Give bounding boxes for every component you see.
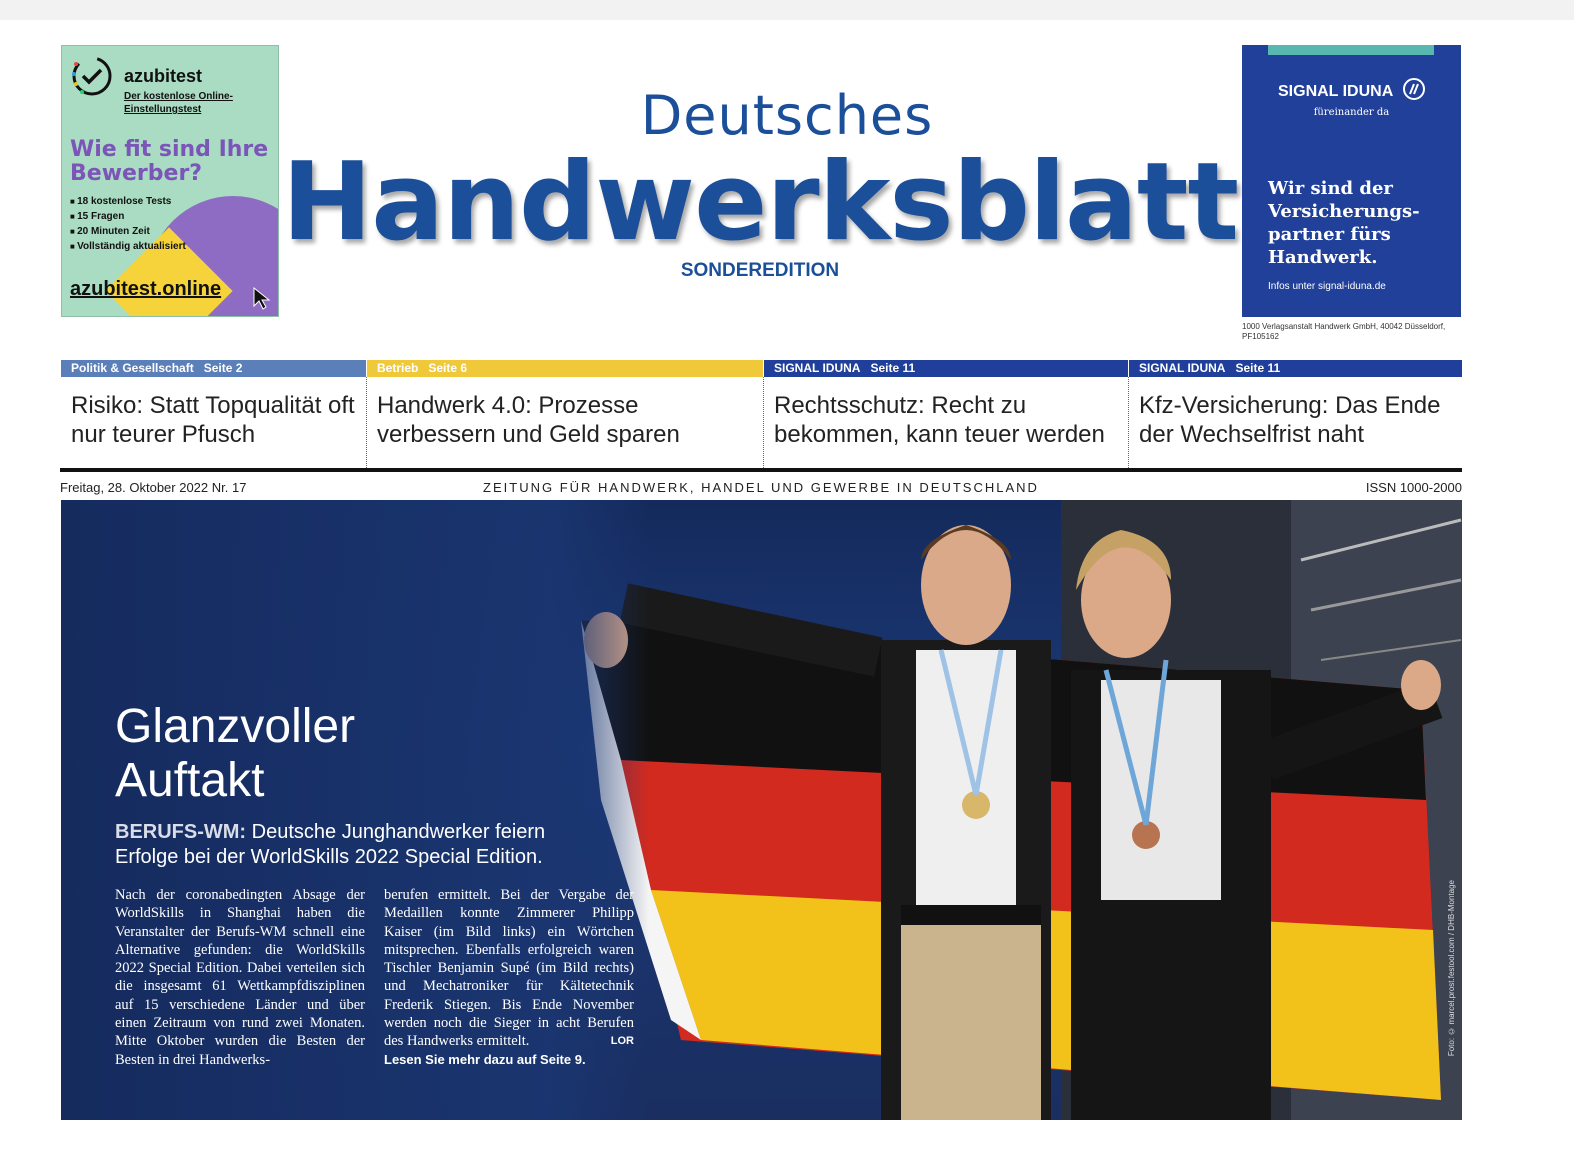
newspaper-page xyxy=(0,20,1574,1158)
signal-iduna-logo-icon xyxy=(1402,77,1426,101)
teaser-title[interactable]: Risiko: Statt Topqualität oft nur teurer Pfusch xyxy=(71,392,355,448)
dateline xyxy=(60,480,1462,498)
header-rule xyxy=(60,468,1462,472)
lead-deck xyxy=(115,820,575,870)
lead-deck-text: Deutsche Junghandwerker feiern Erfolge bei der WorldSkills 2022 Special Edition. xyxy=(115,821,546,868)
teaser-section: SIGNAL IDUNA xyxy=(774,361,861,375)
ad-claim: füreinander da xyxy=(1313,107,1390,118)
lead-kicker: BERUFS-WM: xyxy=(115,821,247,843)
ad-bullet: ■ 18 kostenlose Tests xyxy=(70,194,186,209)
teaser-4[interactable] xyxy=(1129,360,1462,470)
ad-info-link[interactable]: Infos unter signal-iduna.de xyxy=(1268,281,1386,292)
signal-iduna-ad[interactable] xyxy=(1242,45,1461,317)
issue-date: Freitag, 28. Oktober 2022 Nr. 17 xyxy=(60,480,247,495)
lead-body-column-1: Nach der coronabedingten Absage der WorldSkills in Shanghai haben die Veranstalter der Berufs-WM schnell eine Alternative gefunden: die WorldSkills 2022 Special Edition. Dabei verteilen sich die insgesamt 61 Wettkampfdisziplinen auf 15 verschiedene Länder und über einen Zeitraum von rund zwei Monaten. Mitte Oktober wurden die Besten der Besten in drei Handwerks- xyxy=(115,887,365,1068)
teaser-label xyxy=(1129,360,1462,377)
photo-credit: Foto: © marcel.prost.festool.com / DHB-Montage xyxy=(1447,880,1456,1057)
read-more-link[interactable]: Lesen Sie mehr dazu auf Seite 9. xyxy=(384,1051,586,1067)
lead-story[interactable] xyxy=(61,500,1462,1120)
teaser-title[interactable]: Rechtsschutz: Recht zu bekommen, kann teuer werden xyxy=(774,392,1105,448)
author-signature: LOR xyxy=(610,1035,634,1048)
masthead-line1: Deutsches xyxy=(640,84,934,147)
lead-headline-line: Auftakt xyxy=(115,754,265,807)
teaser-page: Seite 11 xyxy=(870,361,916,375)
lead-headline[interactable] xyxy=(115,700,355,808)
ad-headline: Wie fit sind Ihre Bewerber? xyxy=(70,137,269,186)
ad-stripe xyxy=(1268,45,1434,55)
teaser-section: Betrieb xyxy=(377,361,419,375)
teaser-2[interactable] xyxy=(367,360,763,470)
ad-tagline: Der kostenlose Online-Einstellungstest xyxy=(124,91,233,115)
edition-label: SONDEREDITION xyxy=(680,260,840,281)
ad-url-link[interactable]: azubitest.online xyxy=(70,278,222,300)
teaser-3[interactable] xyxy=(764,360,1128,470)
teaser-section: Politik & Gesellschaft xyxy=(71,361,194,375)
teaser-label xyxy=(367,360,763,377)
issn: ISSN 1000-2000 xyxy=(1365,480,1462,495)
teaser-page: Seite 11 xyxy=(1235,361,1281,375)
teaser-label xyxy=(764,360,1128,377)
ad-bullet-list xyxy=(70,194,186,254)
ad-brand: SIGNAL IDUNA xyxy=(1278,83,1394,100)
lead-body-text: berufen ermittelt. Bei der Vergabe der Medaillen konnte Zimmerer Philipp Kaiser (im Bild links) ein Wörtchen mitsprechen. Ebenfalls erfolgreich waren Tischler Benjamin Supé (im Bild rechts) und Mechatroniker für Kältetechnik Frederik Stiegen. Bis Ende November werden noch die Sieger in acht Berufen des Handwerks ermittelt. xyxy=(384,887,634,1050)
teaser-1[interactable] xyxy=(61,360,366,470)
ad-bullet: ■ Vollständig aktualisiert xyxy=(70,239,186,254)
teaser-section: SIGNAL IDUNA xyxy=(1139,361,1226,375)
masthead-title: Handwerksblatt xyxy=(281,140,1239,265)
lead-headline-line: Glanzvoller xyxy=(115,700,356,753)
lead-body-column-2 xyxy=(384,886,634,1069)
teaser-label xyxy=(61,360,366,377)
imprint: 1000 Verlagsanstalt Handwerk GmbH, 40042 Düsseldorf, PF105162 xyxy=(1242,322,1446,341)
teaser-title[interactable]: Kfz-Versicherung: Das Ende der Wechselfrist naht xyxy=(1139,392,1441,448)
ad-bullet: ■ 15 Fragen xyxy=(70,209,186,224)
teaser-page: Seite 6 xyxy=(428,361,468,375)
ad-bullet: ■ 20 Minuten Zeit xyxy=(70,224,186,239)
teaser-page: Seite 2 xyxy=(203,361,243,375)
ad-slogan: Wir sind der Versicherungs-partner fürs Handwerk. xyxy=(1268,178,1420,268)
newspaper-motto: ZEITUNG FÜR HANDWERK, HANDEL UND GEWERBE IN DEUTSCHLAND xyxy=(483,480,1039,495)
ad-brand: azubitest xyxy=(124,66,203,86)
teaser-title[interactable]: Handwerk 4.0: Prozesse verbessern und Geld sparen xyxy=(377,392,680,448)
cursor-arrow-icon xyxy=(252,286,272,310)
